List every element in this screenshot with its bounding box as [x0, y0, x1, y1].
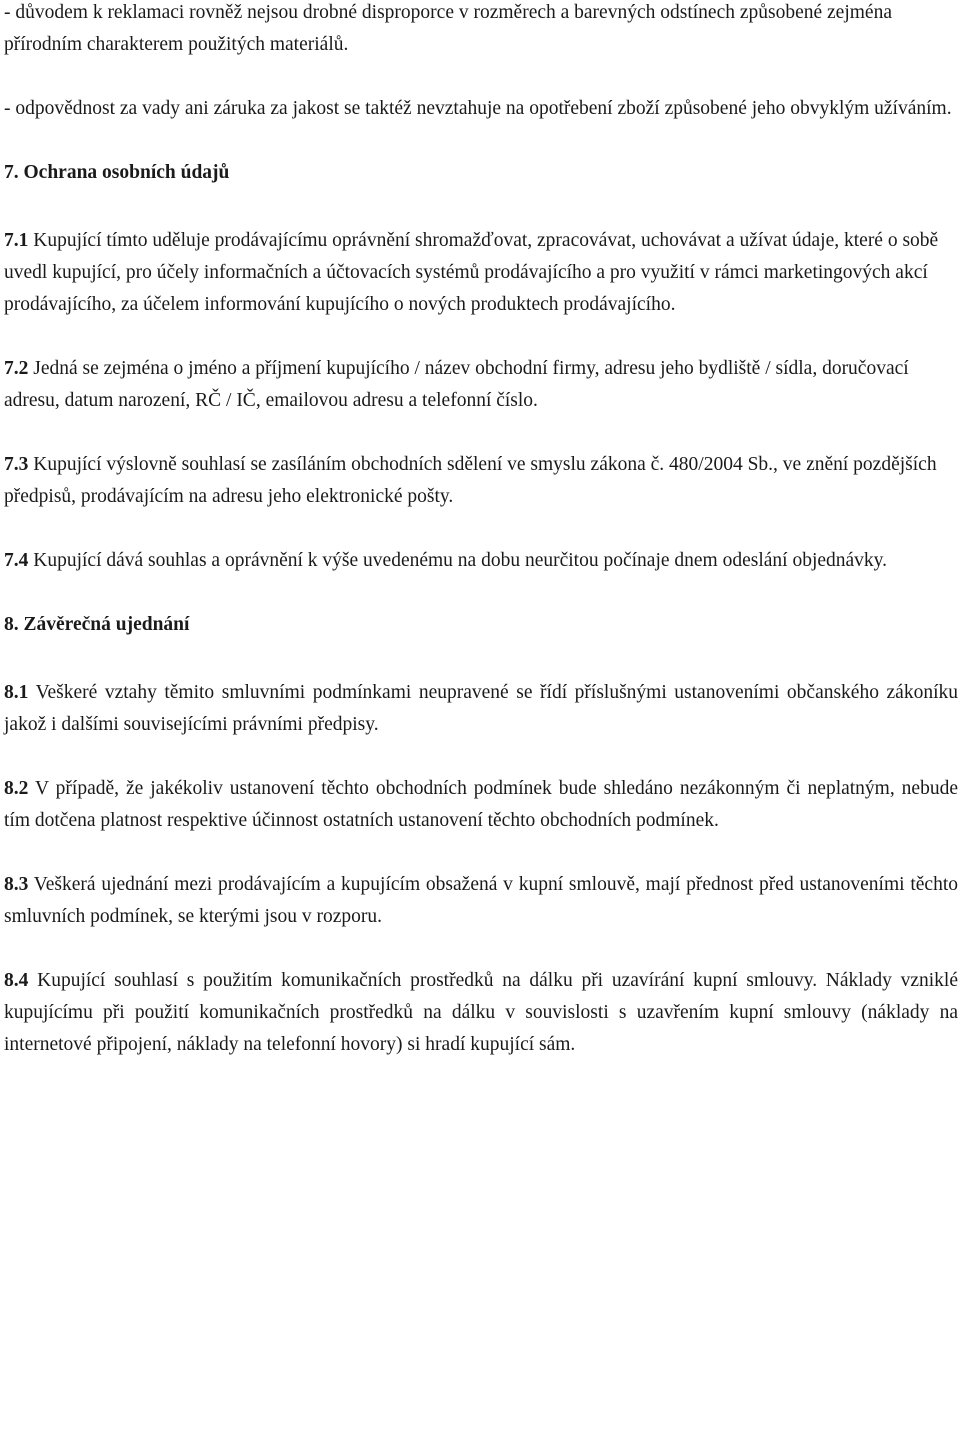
clause-number: 7.2: [4, 358, 29, 379]
clause-text: Veškerá ujednání mezi prodávajícím a kupujícím obsažená v kupní smlouvě, mají přednost před ustanoveními těchto smluvních podmínek, se kterými jsou v rozporu.: [4, 874, 958, 927]
clause-number: 8.3: [4, 874, 29, 895]
section-7-heading: 7. Ochrana osobních údajů: [4, 162, 230, 183]
clause-7-3: [4, 449, 958, 513]
clause-8-3: [4, 869, 958, 933]
clause-number: 8.4: [4, 970, 29, 991]
clause-text: Jedná se zejména o jméno a příjmení kupujícího / název obchodní firmy, adresu jeho bydliště / sídla, doručovací adresu, datum narození, RČ / IČ, emailovou adresu a telefonní číslo.: [4, 358, 909, 411]
section-8-heading: 8. Závěrečná ujednání: [4, 614, 190, 635]
clause-8-2: [4, 773, 958, 837]
clause-text: Veškeré vztahy těmito smluvními podmínkami neupravené se řídí příslušnými ustanoveními občanského zákoníku jakož i dalšími souvisejícími právními předpisy.: [4, 682, 958, 735]
clause-7-4: [4, 545, 958, 577]
clause-text: Kupující souhlasí s použitím komunikačních prostředků na dálku při uzavírání kupní smlouvy. Náklady vzniklé kupujícímu při použití komunikačních prostředků na dálku v souvislosti s uzavřením kupní smlouvy (náklady na internetové připojení, náklady na telefonní hovory) si hradí kupující sám.: [4, 970, 958, 1055]
clause-number: 7.4: [4, 550, 29, 571]
clause-7-1: [4, 225, 958, 321]
clause-7-2: [4, 353, 958, 417]
document-page: [4, 0, 958, 1093]
clause-text: Kupující dává souhlas a oprávnění k výše uvedenému na dobu neurčitou počínaje dnem odeslání objednávky.: [28, 550, 888, 571]
intro-paragraph-2: - odpovědnost za vady ani záruka za jakost se taktéž nevztahuje na opotřebení zboží způsobené jeho obvyklým užíváním.: [4, 98, 952, 119]
clause-text: Kupující výslovně souhlasí se zasíláním obchodních sdělení ve smyslu zákona č. 480/2004 Sb., ve znění pozdějších předpisů, prodávajícím na adresu jeho elektronické pošty.: [4, 454, 937, 507]
clause-number: 8.1: [4, 682, 29, 703]
intro-paragraph-1: - důvodem k reklamaci rovněž nejsou drobné disproporce v rozměrech a barevných odstínech způsobené zejména přírodním charakterem použitých materiálů.: [4, 2, 892, 55]
clause-8-4: [4, 965, 958, 1061]
clause-8-1: [4, 677, 958, 741]
clause-number: 8.2: [4, 778, 29, 799]
clause-number: 7.3: [4, 454, 29, 475]
clause-number: 7.1: [4, 230, 29, 251]
clause-text: Kupující tímto uděluje prodávajícímu oprávnění shromažďovat, zpracovávat, uchovávat a užívat údaje, které o sobě uvedl kupující, pro účely informačních a účtovacích systémů prodávajícího a pro využití v rámci marketingových akcí prodávajícího, za účelem informování kupujícího o nových produktech prodávajícího.: [4, 230, 939, 315]
clause-text: V případě, že jakékoliv ustanovení těchto obchodních podmínek bude shledáno nezákonným či neplatným, nebude tím dotčena platnost respektive účinnost ostatních ustanovení těchto obchodních podmínek.: [4, 778, 958, 831]
